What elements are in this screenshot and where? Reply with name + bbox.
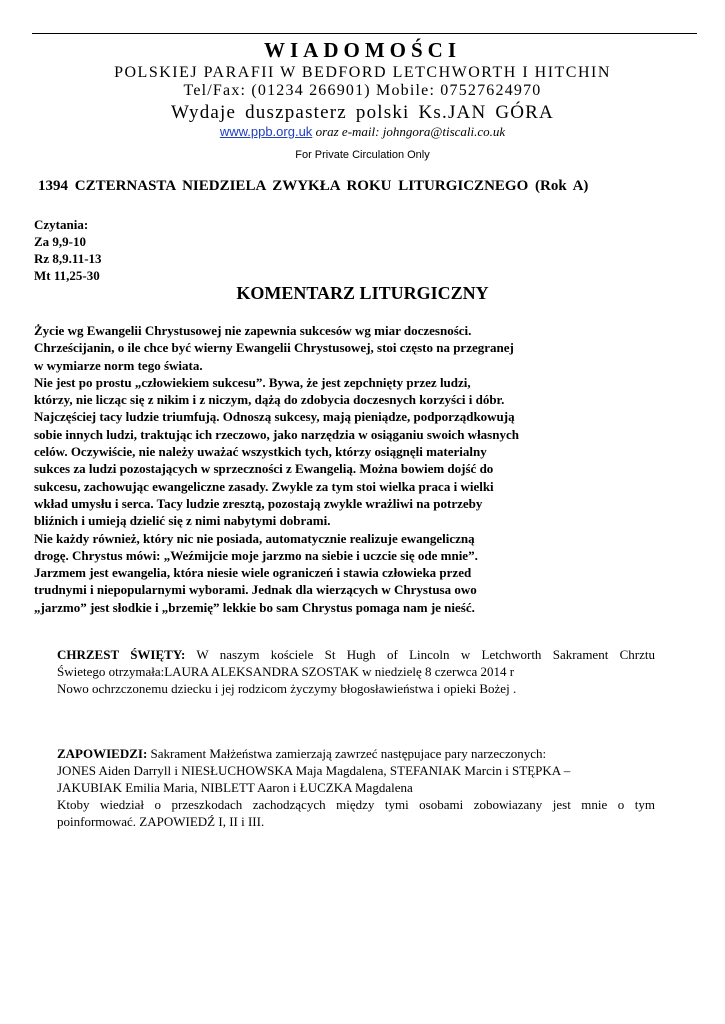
website-link[interactable]: www.ppb.org.uk: [219, 124, 313, 139]
banns-line: JONES Aiden Darryll i NIESŁUCHOWSKA Maja Magdalena, STEFANIAK Marcin i STĘPKA –: [57, 763, 571, 778]
commentary-line: bliźnich i umieją dzielić się z nimi nabytymi dobrami.: [34, 513, 331, 529]
commentary-line: w wymiarze norm tego świata.: [34, 357, 203, 373]
commentary-heading: KOMENTARZ LITURGICZNY: [236, 283, 489, 303]
baptism-line: [57, 646, 655, 663]
readings-label: Czytania:: [34, 217, 89, 232]
publisher-line: Wydaje duszpasterz polski Ks.JAN GÓRA: [171, 102, 554, 123]
commentary-line: „jarzmo” jest słodkie i „brzemię” lekkie bo sam Chrystus pomaga nam je nieść.: [34, 599, 475, 615]
reading-item: Za 9,9-10: [34, 234, 86, 249]
commentary-line: sobie innych ludzi, traktując ich rzeczowo, jako narzędzia w osiąganiu swoich własnych: [34, 426, 519, 442]
sunday-title: 1394 CZTERNASTA NIEDZIELA ZWYKŁA ROKU LITURGICZNEGO (Rok A): [38, 178, 589, 194]
banns-section: [57, 745, 655, 830]
banns-line: [57, 745, 655, 762]
commentary-line: celów. Oczywiście, nie należy uważać wszystkich tych, którzy osiągnęli materialny: [34, 444, 487, 460]
baptism-text: W naszym kościele St Hugh of Lincoln w Letchworth Sakrament Chrztu: [185, 647, 655, 662]
baptism-label: CHRZEST ŚWIĘTY:: [57, 647, 186, 662]
email-text: oraz e-mail: johngora@tiscali.co.uk: [312, 124, 506, 139]
commentary-line: którzy, nie licząc się z nikim i z niczym, dążą do zdobycia doczesnych korzyści i dóbr.: [34, 392, 505, 408]
readings-block: [34, 216, 102, 284]
commentary-line: Jarzmem jest ewangelia, która niesie wiele ograniczeń i stawia człowieka przed: [34, 565, 472, 581]
commentary-line: sukces za ludzi pozostających w sprzeczności z Ewangelią. Można bowiem dojść do: [34, 461, 494, 477]
commentary-line: wkład umysłu i serca. Tacy ludzie zresztą, pozostają zwykle wrażliwi na potrzeby: [34, 495, 483, 511]
commentary-line: Najczęściej tacy ludzie triumfują. Odnoszą sukcesy, mają pieniądze, podporządkowują: [34, 409, 515, 425]
private-note: For Private Circulation Only: [295, 149, 430, 161]
commentary-line: Nie każdy również, który nic nie posiada, automatycznie realizuje ewangeliczną: [34, 530, 475, 546]
commentary-line: Nie jest po prostu „człowiekiem sukcesu”. Bywa, że jest zepchnięty przez ludzi,: [34, 374, 471, 390]
banns-line: Ktoby wiedział o przeszkodach zachodzących między tymi osobami zobowiazany jest mnie o tym: [57, 797, 655, 812]
phone-line: Tel/Fax: (01234 266901) Mobile: 07527624970: [183, 82, 542, 99]
commentary-line: Życie wg Ewangelii Chrystusowej nie zapewnia sukcesów wg miar doczesności.: [34, 323, 472, 338]
commentary-body: [34, 322, 519, 616]
baptism-line: Świetego otrzymała:LAURA ALEKSANDRA SZOSTAK w niedzielę 8 czerwca 2014 r: [57, 664, 515, 679]
banns-line: JAKUBIAK Emilia Maria, NIBLETT Aaron i ŁUCZKA Magdalena: [57, 780, 413, 795]
banns-label: ZAPOWIEDZI:: [57, 746, 148, 761]
banns-text: Sakrament Małżeństwa zamierzają zawrzeć następujace pary narzeczonych:: [147, 746, 547, 761]
commentary-line: sukcesu, zachowując ewangeliczne zasady. Zwykle za tym stoi wielka praca i wielki: [34, 478, 494, 494]
top-rule: [32, 33, 697, 34]
commentary-line: Chrześcijanin, o ile chce być wierny Ewangelii Chrystusowej, stoi często na przegranej: [34, 340, 514, 356]
baptism-section: [57, 646, 655, 697]
newsletter-title: WIADOMOŚCI: [263, 38, 461, 62]
parish-subtitle: POLSKIEJ PARAFII W BEDFORD LETCHWORTH I HITCHIN: [114, 64, 611, 81]
reading-item: Mt 11,25-30: [34, 268, 100, 283]
commentary-line: drogę. Chrystus mówi: „Weźmijcie moje jarzmo na siebie i uczcie się ode mnie”.: [34, 547, 478, 563]
reading-item: Rz 8,9.11-13: [34, 251, 102, 266]
commentary-line: trudnymi i niepopularnymi wyborami. Jednak dla wierzących w Chrystusa owo: [34, 582, 477, 598]
baptism-line: Nowo ochrzczonemu dziecku i jej rodzicom życzymy błogosławieństwa i opieki Bożej .: [57, 681, 517, 696]
contact-line: [0, 124, 725, 140]
banns-line: poinformować. ZAPOWIEDŹ I, II i III.: [57, 814, 265, 829]
